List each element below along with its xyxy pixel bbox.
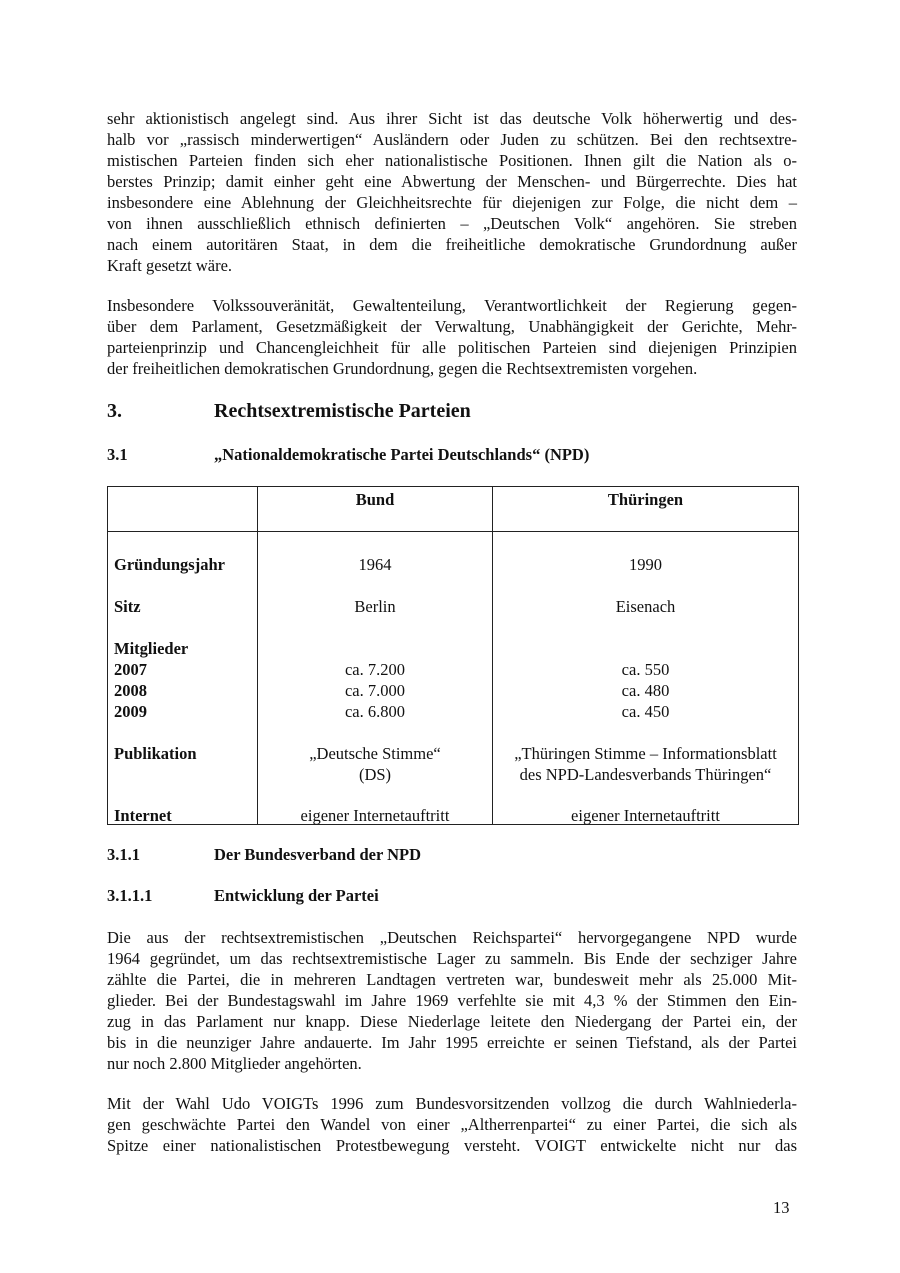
section-title: Rechtsextremistische Parteien bbox=[214, 400, 471, 422]
label-year-2007: 2007 bbox=[114, 660, 147, 679]
thueringen-gruendungsjahr: 1990 bbox=[629, 555, 662, 574]
page-number: 13 bbox=[773, 1198, 790, 1217]
paragraph-3 bbox=[107, 927, 797, 1074]
text-line: Die aus der rechtsextremistischen „Deutschen Reichspartei“ hervorgegangene NPD wurde bbox=[107, 928, 797, 947]
bund-internet: eigener Internetauftritt bbox=[300, 806, 450, 825]
bund-mitglieder-2009: ca. 6.800 bbox=[344, 702, 406, 721]
label-publikation: Publikation bbox=[114, 744, 197, 763]
text-line: nach einem autoritären Staat, in dem die freiheitliche demokratische Grundordnung außer bbox=[107, 235, 797, 254]
text-line: sehr aktionistisch angelegt sind. Aus ihrer Sicht ist das deutsche Volk höherwertig und des- bbox=[107, 109, 797, 128]
text-line: mistischen Parteien finden sich eher nationalistische Positionen. Ihnen gilt die Nation als o- bbox=[107, 151, 797, 170]
table-header-cell bbox=[108, 487, 258, 532]
text-line: Spitze einer nationalistischen Protestbewegung versteht. VOIGT entwickelte nicht nur das bbox=[107, 1136, 797, 1155]
section-number: 3.1 bbox=[107, 445, 128, 464]
thueringen-mitglieder-2009: ca. 450 bbox=[621, 702, 670, 721]
label-mitglieder: Mitglieder bbox=[114, 639, 189, 658]
label-year-2009: 2009 bbox=[114, 702, 147, 721]
table-body-row bbox=[108, 532, 799, 825]
bund-column bbox=[258, 532, 493, 825]
paragraph-2 bbox=[107, 295, 797, 379]
bund-publikation: „Deutsche Stimme“ bbox=[309, 744, 441, 763]
label-year-2008: 2008 bbox=[114, 681, 147, 700]
table-header-bund: Bund bbox=[258, 487, 493, 532]
section-number: 3.1.1 bbox=[107, 845, 140, 864]
text-line: zählte die Partei, die in mehreren Landtagen vertreten war, bundesweit mehr als 25.000 Mit- bbox=[107, 970, 797, 989]
text-line: berstes Prinzip; damit einher geht eine Abwertung der Menschen- und Bürgerrechte. Dies hat bbox=[107, 172, 797, 191]
thueringen-mitglieder-2008: ca. 480 bbox=[621, 681, 670, 700]
thueringen-publikation: „Thüringen Stimme – Informationsblatt bbox=[514, 744, 777, 763]
text-line: bis in die neunziger Jahre andauerte. Im Jahr 1995 erreichte er seinen Tiefstand, als der Partei bbox=[107, 1033, 797, 1052]
text-line: Insbesondere Volkssouveränität, Gewaltenteilung, Verantwortlichkeit der Regierung gegen- bbox=[107, 296, 797, 315]
section-number: 3. bbox=[107, 400, 122, 422]
text-line: halb vor „rassisch minderwertigen“ Ausländern oder Juden zu schützen. Bei den rechtsextre- bbox=[107, 130, 797, 149]
label-gruendungsjahr: Gründungsjahr bbox=[114, 555, 225, 574]
section-title: Der Bundesverband der NPD bbox=[214, 845, 422, 864]
text-line: nur noch 2.800 Mitglieder angehörten. bbox=[107, 1054, 362, 1073]
section-title: Entwicklung der Partei bbox=[214, 886, 379, 905]
text-line: Mit der Wahl Udo VOIGTs 1996 zum Bundesvorsitzenden vollzog die durch Wahlniederla- bbox=[107, 1094, 797, 1113]
thueringen-sitz: Eisenach bbox=[615, 597, 676, 616]
text-line: gen geschwächte Partei den Wandel von einer „Altherrenpartei“ zu einer Partei, die sich als bbox=[107, 1115, 797, 1134]
text-line: 1964 gegründet, um das rechtsextremistische Lager zu sammeln. Bis Ende der sechziger Jahre bbox=[107, 949, 797, 968]
label-sitz: Sitz bbox=[114, 597, 141, 616]
labels-column bbox=[108, 532, 258, 825]
thueringen-internet: eigener Internetauftritt bbox=[571, 806, 720, 825]
bund-sitz: Berlin bbox=[354, 597, 396, 616]
text-line: über dem Parlament, Gesetzmäßigkeit der Verwaltung, Unabhängigkeit der Gerichte, Mehr- bbox=[107, 317, 797, 336]
section-number: 3.1.1.1 bbox=[107, 886, 153, 905]
bund-gruendungsjahr: 1964 bbox=[358, 555, 392, 574]
thueringen-mitglieder-2007: ca. 550 bbox=[621, 660, 670, 679]
thueringen-publikation-line2: des NPD-Landesverbands Thüringen“ bbox=[519, 765, 772, 784]
bund-mitglieder-2008: ca. 7.000 bbox=[344, 681, 406, 700]
npd-facts-table bbox=[107, 486, 799, 825]
text-line: insbesondere eine Ablehnung der Gleichheitsrechte für diejenigen zur Folge, die nicht dem – bbox=[107, 193, 797, 212]
table-header-row bbox=[108, 487, 799, 532]
paragraph-4 bbox=[107, 1093, 797, 1156]
text-line: von ihnen ausschließlich ethnisch definierten – „Deutschen Volk“ angehören. Sie streben bbox=[107, 214, 797, 233]
bund-mitglieder-2007: ca. 7.200 bbox=[344, 660, 406, 679]
text-line: glieder. Bei der Bundestagswahl im Jahre 1969 verfehlte sie mit 4,3 % der Stimmen den Ein- bbox=[107, 991, 797, 1010]
section-title: „Nationaldemokratische Partei Deutschlands“ (NPD) bbox=[214, 445, 590, 464]
bund-publikation-abbr: (DS) bbox=[358, 765, 392, 784]
text-line: der freiheitlichen demokratischen Grundordnung, gegen die Rechtsextremisten vorgehen. bbox=[107, 359, 698, 378]
text-line: zug in das Parlament nur knapp. Diese Niederlage leitete den Niedergang der Partei ein, der bbox=[107, 1012, 797, 1031]
table-header-thueringen: Thüringen bbox=[493, 487, 799, 532]
thueringen-column bbox=[493, 532, 799, 825]
text-line: Kraft gesetzt wäre. bbox=[107, 256, 233, 275]
label-internet: Internet bbox=[114, 806, 172, 825]
text-line: parteienprinzip und Chancengleichheit für alle politischen Parteien sind diejenigen Prinzipien bbox=[107, 338, 797, 357]
paragraph-1 bbox=[107, 108, 797, 276]
